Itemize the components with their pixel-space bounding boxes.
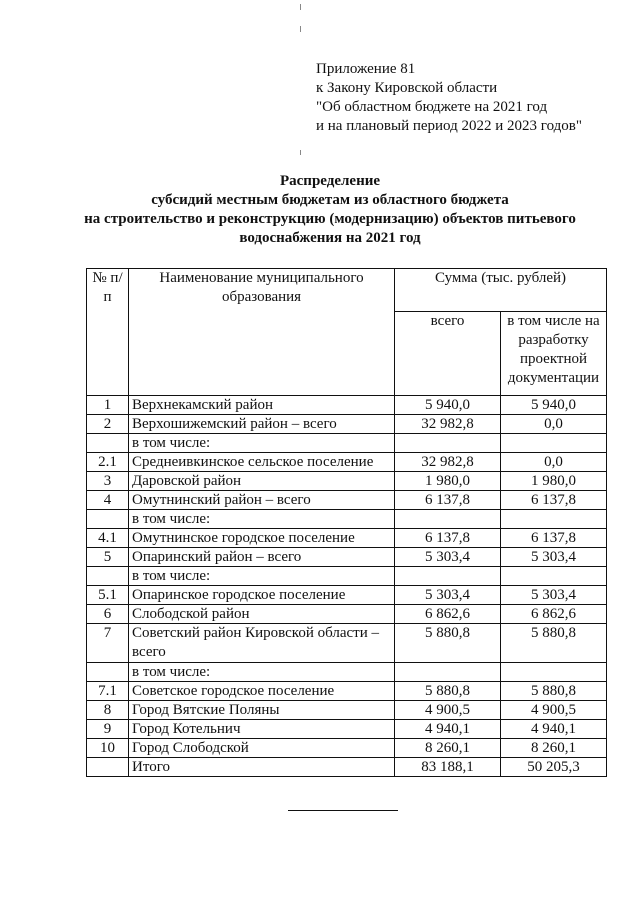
row-number <box>87 434 129 453</box>
appendix-line: Приложение 81 <box>316 61 416 77</box>
table-row <box>87 510 607 529</box>
row-design <box>501 510 607 529</box>
row-design: 50 205,3 <box>501 758 607 777</box>
row-name: Верхошижемский район – всего <box>129 415 395 434</box>
row-design: 5 303,4 <box>501 548 607 567</box>
row-number: 4 <box>87 491 129 510</box>
row-total: 32 982,8 <box>395 415 501 434</box>
row-design: 5 940,0 <box>501 396 607 415</box>
title-line: на строительство и реконструкцию (модернизацию) объектов питьевого <box>84 211 576 227</box>
title-line: Распределение <box>279 173 381 189</box>
appendix-header <box>316 60 582 136</box>
row-name: Город Котельнич <box>129 720 395 739</box>
row-design: 6 137,8 <box>501 491 607 510</box>
table-header-row <box>87 269 607 312</box>
row-design <box>501 434 607 453</box>
row-name: Город Слободской <box>129 739 395 758</box>
row-total: 6 137,8 <box>395 491 501 510</box>
table-row <box>87 434 607 453</box>
row-number: 10 <box>87 739 129 758</box>
table-row <box>87 491 607 510</box>
row-name: Омутнинское городское поселение <box>129 529 395 548</box>
row-total: 1 980,0 <box>395 472 501 491</box>
row-name: Город Вятские Поляны <box>129 701 395 720</box>
row-design: 5 880,8 <box>501 682 607 701</box>
table-row <box>87 758 607 777</box>
row-design: 4 940,1 <box>501 720 607 739</box>
row-number <box>87 510 129 529</box>
row-number: 7.1 <box>87 682 129 701</box>
row-design <box>501 663 607 682</box>
closing-divider <box>288 810 398 811</box>
appendix-line: к Закону Кировской области <box>316 80 498 96</box>
row-design: 8 260,1 <box>501 739 607 758</box>
scan-speck <box>300 150 301 155</box>
table-row <box>87 529 607 548</box>
row-design: 6 137,8 <box>501 529 607 548</box>
table-row <box>87 682 607 701</box>
scan-speck <box>300 26 301 32</box>
row-total: 83 188,1 <box>395 758 501 777</box>
row-total: 5 880,8 <box>395 624 501 663</box>
header-name: Наименование муниципального образования <box>129 269 395 396</box>
row-name: Опаринский район – всего <box>129 548 395 567</box>
row-name: Даровской район <box>129 472 395 491</box>
row-design: 5 303,4 <box>501 586 607 605</box>
row-design: 0,0 <box>501 415 607 434</box>
table-row <box>87 663 607 682</box>
row-total: 5 303,4 <box>395 586 501 605</box>
row-design: 6 862,6 <box>501 605 607 624</box>
row-design: 4 900,5 <box>501 701 607 720</box>
row-total: 4 940,1 <box>395 720 501 739</box>
row-name: Итого <box>129 758 395 777</box>
row-number: 5 <box>87 548 129 567</box>
row-total: 5 880,8 <box>395 682 501 701</box>
row-number <box>87 758 129 777</box>
table-row <box>87 453 607 472</box>
row-number <box>87 567 129 586</box>
row-design <box>501 567 607 586</box>
table-row <box>87 605 607 624</box>
table-row <box>87 701 607 720</box>
row-number: 6 <box>87 605 129 624</box>
document-title <box>40 172 620 248</box>
header-total: всего <box>395 312 501 396</box>
table-body <box>87 396 607 777</box>
row-total: 8 260,1 <box>395 739 501 758</box>
table-row <box>87 472 607 491</box>
row-number: 1 <box>87 396 129 415</box>
row-total <box>395 663 501 682</box>
table-row <box>87 396 607 415</box>
row-name: Слободской район <box>129 605 395 624</box>
table-row <box>87 586 607 605</box>
row-total <box>395 434 501 453</box>
row-name: Советское городское поселение <box>129 682 395 701</box>
row-name: в том числе: <box>129 567 395 586</box>
appendix-line: и на плановый период 2022 и 2023 годов" <box>316 118 582 134</box>
row-name: Опаринское городское поселение <box>129 586 395 605</box>
row-name: в том числе: <box>129 510 395 529</box>
header-sum: Сумма (тыс. рублей) <box>395 269 607 312</box>
row-total: 6 862,6 <box>395 605 501 624</box>
row-number: 8 <box>87 701 129 720</box>
row-design: 0,0 <box>501 453 607 472</box>
header-number: № п/п <box>87 269 129 396</box>
row-number: 2.1 <box>87 453 129 472</box>
row-design: 5 880,8 <box>501 624 607 663</box>
row-number <box>87 663 129 682</box>
row-total: 32 982,8 <box>395 453 501 472</box>
table-row <box>87 720 607 739</box>
appendix-line: "Об областном бюджете на 2021 год <box>316 99 548 115</box>
title-line: субсидий местным бюджетам из областного бюджета <box>151 192 509 208</box>
row-total: 4 900,5 <box>395 701 501 720</box>
subsidy-table <box>86 268 607 777</box>
row-total: 5 940,0 <box>395 396 501 415</box>
row-name: в том числе: <box>129 434 395 453</box>
row-name: Омутнинский район – всего <box>129 491 395 510</box>
title-line: водоснабжения на 2021 год <box>239 230 421 246</box>
table-row <box>87 739 607 758</box>
row-name: Верхнекамский район <box>129 396 395 415</box>
row-number: 5.1 <box>87 586 129 605</box>
table-row <box>87 567 607 586</box>
row-total: 5 303,4 <box>395 548 501 567</box>
table-row <box>87 548 607 567</box>
row-number: 2 <box>87 415 129 434</box>
row-design: 1 980,0 <box>501 472 607 491</box>
row-total: 6 137,8 <box>395 529 501 548</box>
row-total <box>395 510 501 529</box>
row-name: Советский район Кировской области – всего <box>129 624 395 663</box>
row-total <box>395 567 501 586</box>
row-number: 4.1 <box>87 529 129 548</box>
row-number: 3 <box>87 472 129 491</box>
row-name: в том числе: <box>129 663 395 682</box>
row-name: Среднеивкинское сельское поселение <box>129 453 395 472</box>
row-number: 7 <box>87 624 129 663</box>
table-row <box>87 624 607 663</box>
row-number: 9 <box>87 720 129 739</box>
scan-speck <box>300 4 301 10</box>
header-design: в том числе на разработку проектной документации <box>501 312 607 396</box>
table-row <box>87 415 607 434</box>
